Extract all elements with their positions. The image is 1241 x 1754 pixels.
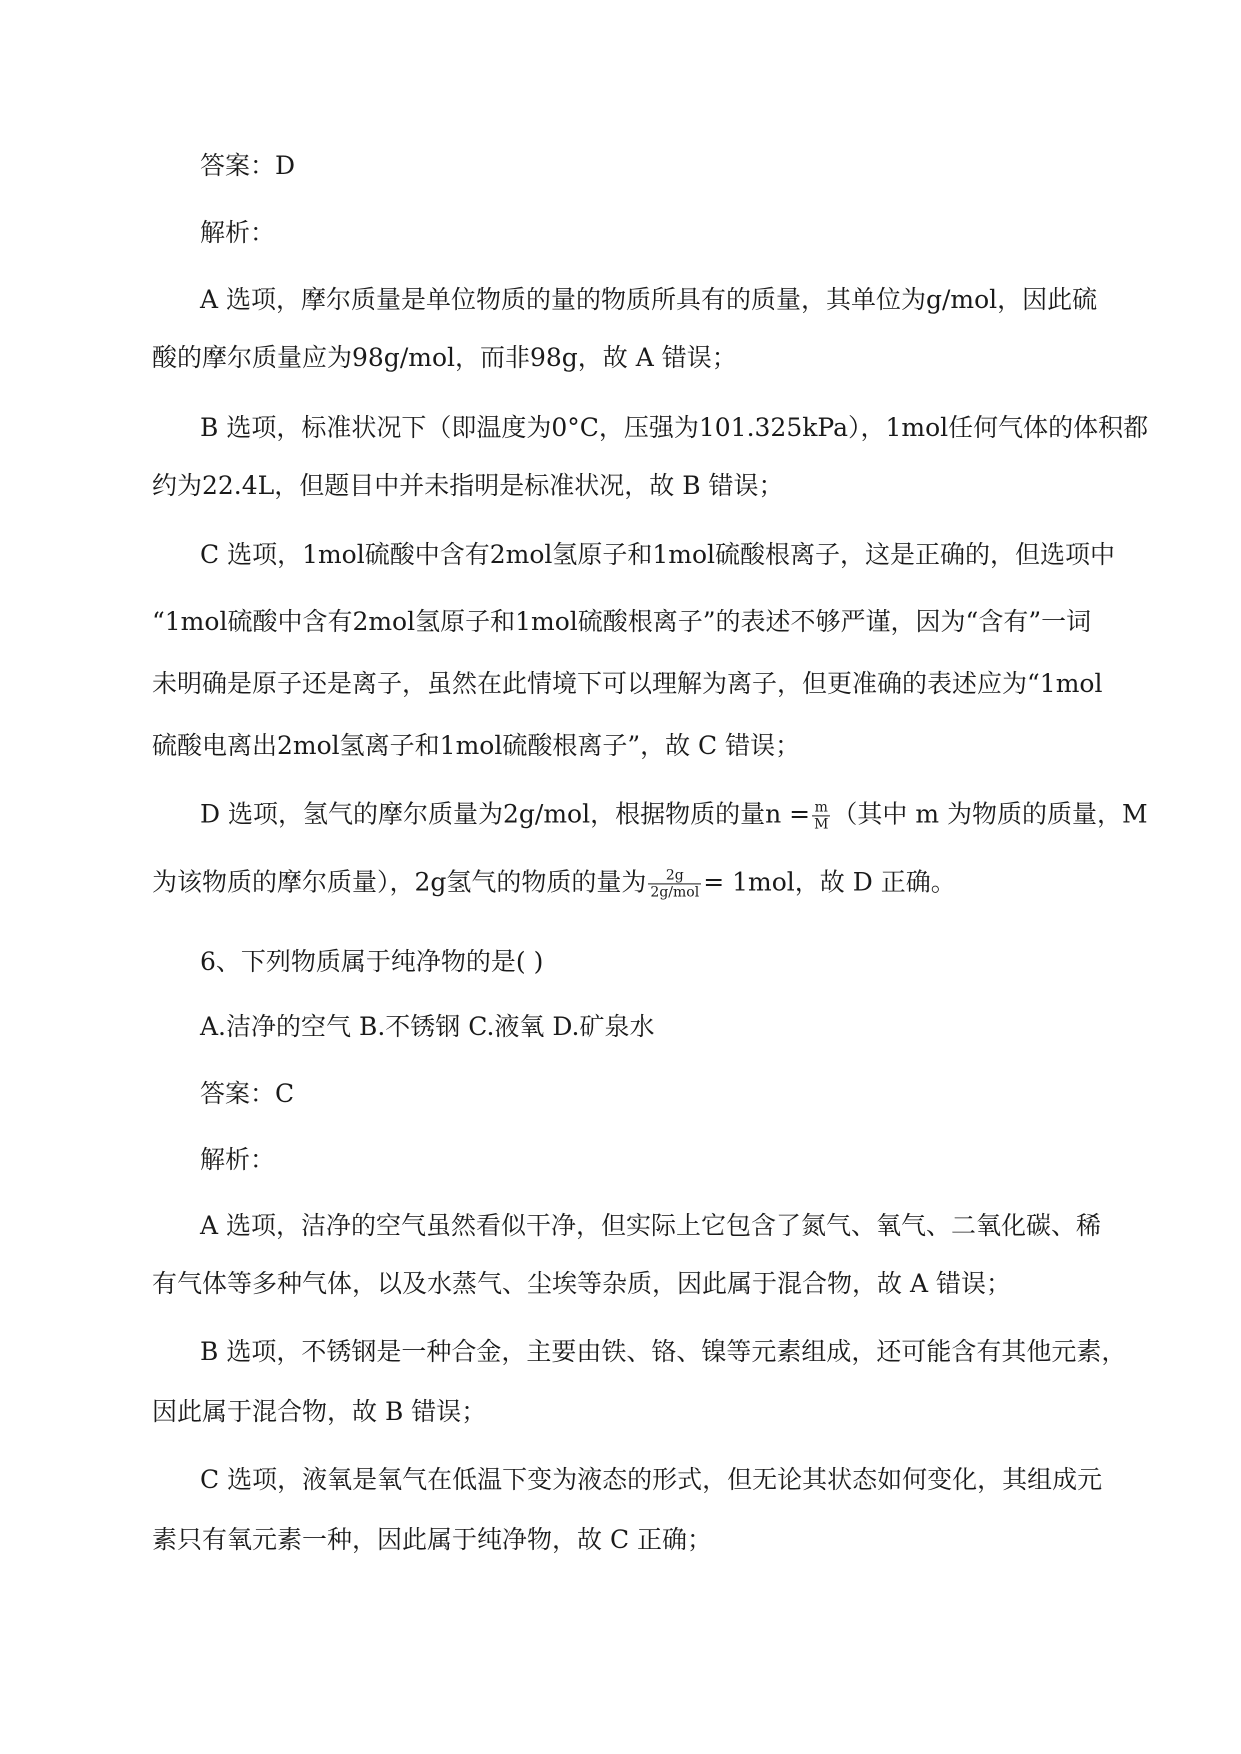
q5-d-line2-post: = 1mol，故 D 正确。 xyxy=(703,867,956,897)
fraction-denominator: M xyxy=(814,816,829,833)
q6-options: A.洁净的空气 B.不锈钢 C.液氧 D.矿泉水 xyxy=(200,1012,655,1041)
analysis-label-q6: 解析： xyxy=(200,1145,276,1174)
q5-d-text-pre: D 选项，氢气的摩尔质量为2g/mol，根据物质的量n = xyxy=(200,799,811,829)
q5-option-d-line2 xyxy=(152,867,956,900)
q5-option-a-line2: 酸的摩尔质量应为98g/mol，而非98g，故 A 错误； xyxy=(152,343,737,372)
q5-option-c-line1: C 选项，1mol硫酸中含有2mol氢原子和1mol硫酸根离子，这是正确的，但选项中 xyxy=(200,540,1116,569)
q5-option-c-line3: 未明确是原子还是离子，虽然在此情境下可以理解为离子，但更准确的表述应为“1mol xyxy=(152,669,1103,698)
q6-option-b-line1: B 选项，不锈钢是一种合金，主要由铁、铬、镍等元素组成，还可能含有其他元素， xyxy=(200,1337,1127,1366)
fraction-numerator: m xyxy=(812,799,830,816)
fraction-numerator: 2g xyxy=(648,867,701,884)
q5-d-line2-pre: 为该物质的摩尔质量），2g氢气的物质的量为 xyxy=(152,867,647,897)
analysis-label-q5: 解析： xyxy=(200,218,276,247)
fraction-2g-over-molar-mass xyxy=(648,867,701,900)
q5-option-b-line2: 约为22.4L，但题目中并未指明是标准状况，故 B 错误； xyxy=(152,471,784,500)
q5-option-c-line4: 硫酸电离出2mol氢离子和1mol硫酸根离子”，故 C 错误； xyxy=(152,731,801,760)
q5-option-b-line1: B 选项，标准状况下（即温度为0°C，压强为101.325kPa），1mol任何气体的体积都 xyxy=(200,413,1149,442)
q6-option-a-line1: A 选项，洁净的空气虽然看似干净，但实际上它包含了氮气、氧气、二氧化碳、稀 xyxy=(200,1211,1102,1240)
q6-option-b-line2: 因此属于混合物，故 B 错误； xyxy=(152,1397,487,1426)
question-6: 6、下列物质属于纯净物的是( ) xyxy=(200,947,544,976)
fraction-denominator: 2g/mol xyxy=(650,884,700,901)
q6-option-c-line2: 素只有氧元素一种，因此属于纯净物，故 C 正确； xyxy=(152,1525,713,1554)
q5-option-c-line2: “1mol硫酸中含有2mol氢原子和1mol硫酸根离子”的表述不够严谨，因为“含有”一词 xyxy=(152,607,1092,636)
answer-q5: 答案：D xyxy=(200,151,296,180)
answer-q6: 答案：C xyxy=(200,1079,295,1108)
q5-option-a-line1: A 选项，摩尔质量是单位物质的量的物质所具有的质量，其单位为g/mol，因此硫 xyxy=(200,285,1098,314)
q6-option-c-line1: C 选项，液氧是氧气在低温下变为液态的形式，但无论其状态如何变化，其组成元 xyxy=(200,1465,1103,1494)
q5-option-d-line1 xyxy=(200,799,1148,832)
fraction-m-over-M xyxy=(812,799,830,832)
q5-d-text-post: （其中 m 为物质的质量，M xyxy=(832,799,1148,829)
q6-option-a-line2: 有气体等多种气体，以及水蒸气、尘埃等杂质，因此属于混合物，故 A 错误； xyxy=(152,1269,1011,1298)
